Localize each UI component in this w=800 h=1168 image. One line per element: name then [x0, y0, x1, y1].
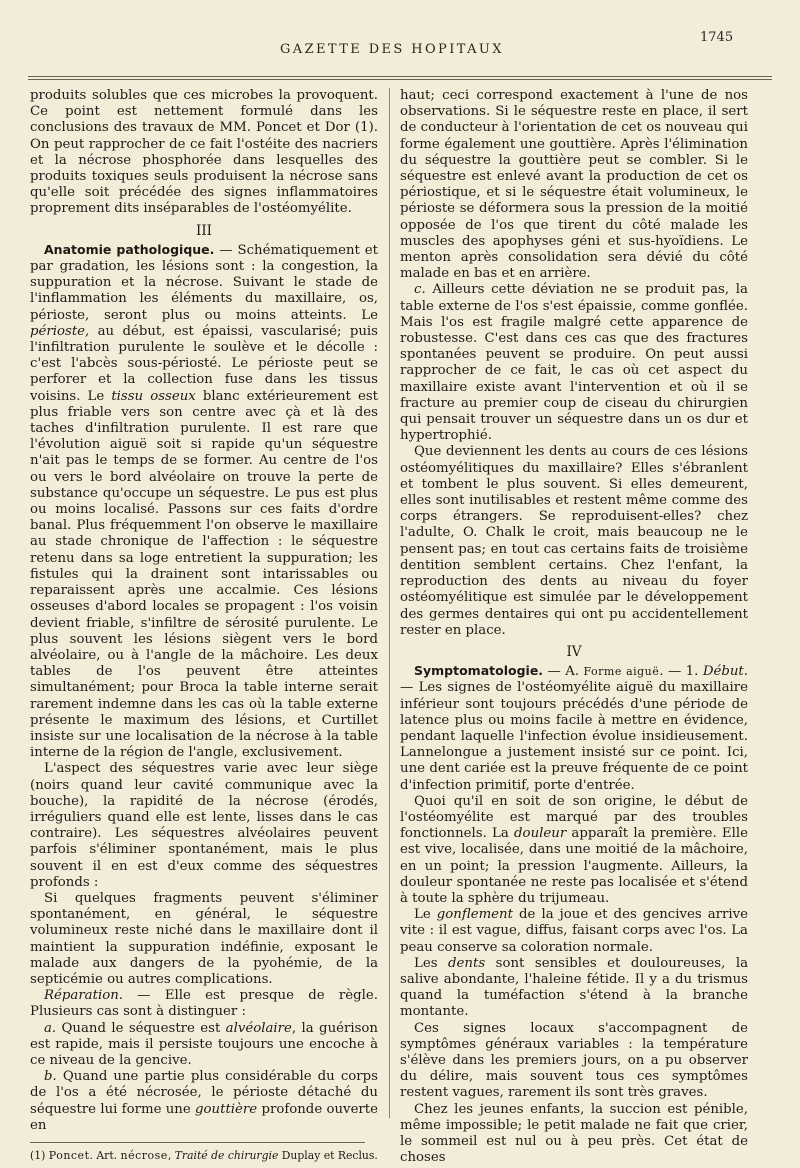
footnote [30, 1149, 378, 1163]
paragraph-case-c [400, 282, 748, 444]
text-run: profonde ouverte en [30, 1101, 379, 1133]
italic-run: dents [448, 955, 486, 971]
text-run: , la guérison est rapide, mais il persiste toujours une encoche à ce niveau de la gencive. [30, 1020, 378, 1068]
footnote-number: (1) [30, 1149, 49, 1162]
text-run: Forme aiguë [583, 665, 660, 679]
text-run: Poncet [48, 1149, 90, 1162]
column-divider [389, 88, 390, 1118]
page-number: 1745 [700, 30, 734, 45]
text-run: , au début, est épaissi, vascularisé; puis l'infiltration purulente le soulève et le décolle : c'est l'abcès sous-périosté. Le périoste peut se perforer et la collection fuse dans les tissus voisins. Le [30, 323, 378, 404]
section-number: III [196, 222, 212, 239]
paragraph-gonflement [400, 907, 748, 956]
paragraph: produits solubles que ces microbes la provoquent. Ce point est nettement formulé dans les conclusions des travaux de MM. Poncet et Dor (1). On peut rapprocher de ce fait l'ostéite des nacriers et la nécrose phosphorée dans lesquelles des produits toxiques seuls produisent la nécrose sans qu'elle soit précédée des signes inflammatoires proprement dits inséparables de l'ostéomyélite. [30, 88, 378, 217]
italic-run: Traité de chirurgie [174, 1149, 279, 1162]
paragraph: L'aspect des séquestres varie avec leur siège (noirs quand leur cavité communique avec la bouche), la rapidité de la nécrose (érodés, irréguliers quand elle est lente, lisses dans le cas contraire). Les séquestres alvéolaires peuvent parfois s'éliminer spontanément, mais le plus souvent il en est d'eux comme des séquestres profonds : [30, 761, 378, 890]
page-header [0, 30, 800, 62]
rubric-heading: Anatomie pathologique. [44, 241, 215, 257]
item-label: b. [44, 1069, 57, 1085]
text-run: — A. [543, 664, 584, 680]
italic-run: gouttière [195, 1101, 258, 1117]
footnote-rule [30, 1142, 365, 1143]
right-column [400, 88, 748, 1166]
paragraph: Ces signes locaux s'accompagnent de symptômes généraux variables : la température s'élève dans les premiers jours, on a pu observer du délire, mais souvent tous ces symptômes restent vagues, rarement ils sont très graves. [400, 1020, 748, 1101]
italic-run: alvéolaire [225, 1020, 292, 1036]
paragraph-dents [400, 956, 748, 1021]
text-run: Les [414, 955, 449, 971]
text-run: apparaît la première. Elle est vive, localisée, dans une moitié de la mâchoire, en un point; la pression l'augmente. Ailleurs, la douleur spontanée ne reste pas localisée et s'étend à toute la sphère du trijumeau. [400, 826, 748, 906]
italic-run: Début. [702, 664, 749, 680]
item-label: a. [44, 1020, 57, 1036]
text-run: blanc extérieurement est plus friable vers son centre avec çà et là des taches d'infiltration purulente. Il est rare que l'évolution aiguë soit si rapide qu'un séquestre n'ait pas le temps de se former. Au centre de l'os ou vers le bord alvéolaire on trouve la perte de substance qu'occupe un séquestre. Le pus est plus ou moins localisé. Passons sur ces faits d'ordre banal. Plus fréquemment l'on observe le maxillaire au stade chronique de l'affection : le séquestre retenu dans sa loge entretient la suppuration; les fistules qui la drainent sont intarissables ou reparaissent après une accalmie. Ces lésions osseuses d'abord locales se propagent : l'os voisin devient friable, s'infiltre de sérosité purulente. Le plus souvent les lésions siègent vers le bord alvéolaire, ou à l'angle de la mâchoire. Les deux tables de l'os peuvent être atteintes simultanément; pour Broca la table interne serait rarement indemne dans les cas où la table externe présente le maximum des lésions, et Curtillet insiste sur une localisation de la nécrose à la table interne de la région de l'angle, exclusivement. [30, 388, 378, 761]
text-run: Duplay et Reclus. [278, 1149, 378, 1162]
text-run: Quoi qu'il en soit de son origine, le début de l'ostéomyélite est marqué par des troubles fonctionnels. La [400, 793, 748, 842]
left-column [30, 88, 378, 1163]
italic-run: gonflement [436, 907, 513, 923]
running-title: GAZETTE DES HOPITAUX [280, 42, 504, 57]
paragraph: Que deviennent les dents au cours de ces lésions ostéomyélitiques du maxillaire? Elles s'ébranlent et tombent le plus souvent. Si elles demeurent, elles sont inutilisables et restent même comme des corps étrangers. Se reproduisent-elles? chez l'adulte, O. Chalk le croit, mais beaucoup ne le pensent pas; en tout cas certains faits de troisième dentition semblent certains. Chez l'enfant, la reproduction des dents au niveau du foyer ostéomyélitique est simulée par le développement des germes dentaires qui ont pu accidentellement rester en place. [400, 444, 748, 638]
italic-run: Réparation. [44, 988, 123, 1004]
italic-run: douleur [514, 826, 567, 842]
text-run: — Les signes de l'ostéomyélite aiguë du maxillaire inférieur sont toujours précédés d'une période de latence plus ou moins facile à mettre en évidence, pendant laquelle l'infection évolue insidieusement. Lannelongue a justement insisté sur ce point. Ici, une dent cariée est la preuve fréquente de ce point d'infection primitif, porte d'entrée. [400, 680, 748, 793]
text-run: , [167, 1149, 175, 1162]
paragraph: haut; ceci correspond exactement à l'une de nos observations. Si le séquestre reste en place, il sert de conducteur à l'orientation de cet os nouveau qui forme également une gouttière. Après l'élimination du séquestre la gouttière peut se combler. Si le séquestre est enlevé avant la production de cet os périostique, et si le séquestre était volumineux, le périoste se déformera sous la pression de la moitié opposée de l'os que tirent du côté malade les muscles des apophyses géni et sus-hyoïdiens. Le menton après consolidation sera dévié du côté malade en bas et en arrière. [400, 88, 748, 282]
text-run: — Elle est presque de règle. Plusieurs cas sont à distinguer : [30, 988, 378, 1020]
item-label: c. [414, 282, 426, 298]
text-run: Quand une partie plus considérable du corps de l'os a été nécrosée, le périoste détaché du séquestre lui forme une [30, 1069, 378, 1117]
section-number: IV [566, 643, 582, 660]
text-run: — Schématiquement et par gradation, les lésions sont : la congestion, la suppuration et la nécrose. Suivant le stade de l'inflammation les éléments du maxillaire, os, périoste, seront plus ou moins atteints. Le [30, 242, 378, 323]
rubric-heading: Symptomatologie. [414, 663, 544, 679]
paragraph: Si quelques fragments peuvent s'éliminer spontanément, en général, le séquestre volumineux reste niché dans le maxillaire dont il maintient la suppuration indéfinie, exposant le malade aux dangers de la pyohémie, de la septicémie ou autres complications. [30, 890, 378, 987]
italic-run: tissu osseux [111, 388, 196, 404]
text-run: sont sensibles et douloureuses, la salive abondante, l'haleine fétide. Il y a du trismus quand la tuméfaction s'étend à la branche montante. [400, 955, 748, 1020]
text-run: . Art. [89, 1149, 121, 1162]
text-run: . — 1. [659, 664, 703, 680]
text-run: Quand le séquestre est [56, 1020, 226, 1036]
paragraph-case-a [30, 1021, 378, 1070]
header-rule [28, 76, 772, 80]
paragraph-douleur [400, 794, 748, 907]
text-run: de la joue et des gencives arrive vite : il est vague, diffus, faisant corps avec l'os. La peau conserve sa coloration normale. [400, 907, 748, 955]
paragraph: Chez les jeunes enfants, la succion est pénible, même impossible; le petit malade ne fait que crier, le sommeil est nul ou à peu près. Cet état de choses [400, 1101, 748, 1166]
paragraph-case-b [30, 1069, 378, 1134]
paragraph-reparation [30, 988, 378, 1020]
text-run: nécrose [120, 1149, 168, 1162]
italic-run: périoste [30, 323, 86, 339]
paragraph-symptomatologie [400, 663, 748, 794]
text-run: Le [414, 907, 437, 923]
paragraph-anatomie [30, 242, 378, 762]
text-run: Ailleurs cette déviation ne se produit pas, la table externe de l'os s'est épaissie, comme gonflée. Mais l'os est fragile malgré cette apparence de robustesse. C'est dans ces cas que des fractures spontanées peuvent se produire. On peut aussi rapprocher de ce fait, le cas où cet aspect du maxillaire existe avant l'intervention et où il se fracture au premier coup de ciseau du chirurgien qui pensait trouver un séquestre dans un os dur et hypertrophié. [400, 282, 748, 444]
